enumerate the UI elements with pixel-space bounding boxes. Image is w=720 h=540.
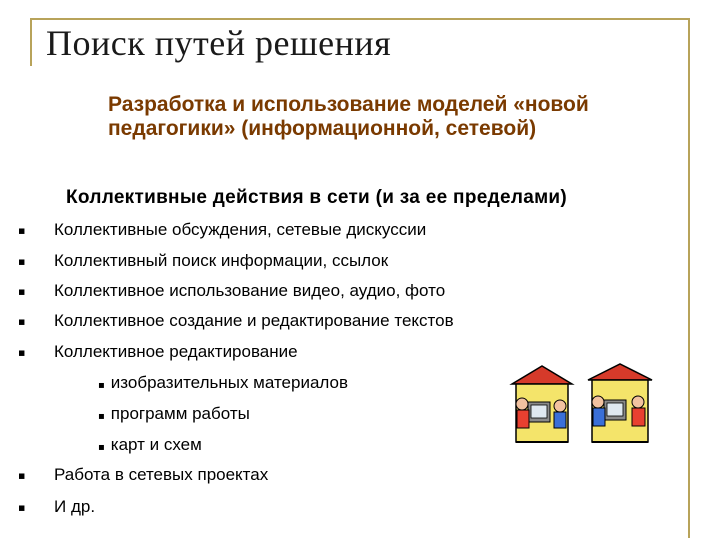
right-house-icon (588, 364, 652, 442)
bullet-icon: ▪ (18, 254, 26, 268)
list-item (18, 342, 298, 362)
bullet-icon: ▪ (18, 345, 26, 359)
sub-list-item (98, 435, 202, 455)
bullet-icon: ▪ (18, 314, 26, 328)
bullet-icon: ▪ (18, 500, 26, 514)
slide-title: Поиск путей решения (46, 23, 392, 63)
list-item-text: Коллективные обсуждения, сетевые дискуссии (54, 220, 427, 239)
list-item (18, 251, 388, 271)
slide-subtitle: Разработка и использование моделей «новой педагогики» (информационной, сетевой) (108, 93, 589, 140)
list-item-text: Работа в сетевых проектах (54, 465, 269, 484)
bullet-icon: ▪ (98, 442, 105, 453)
list-item-text: И др. (54, 497, 96, 516)
left-house-icon (512, 366, 572, 442)
list-item (18, 497, 95, 517)
list-item (18, 281, 445, 301)
people-at-computers-clipart-icon (508, 362, 658, 452)
sub-list-item-text: изобразительных материалов (110, 373, 348, 392)
section-heading: Коллективные действия в сети (и за ее пределами) (66, 187, 568, 208)
sub-list-item-text: карт и схем (110, 435, 202, 454)
bullet-icon: ▪ (98, 380, 105, 391)
list-item-text: Коллективный поиск информации, ссылок (54, 251, 389, 270)
sub-list-item (98, 404, 250, 424)
list-item-text: Коллективное редактирование (54, 342, 298, 361)
bullet-icon: ▪ (18, 284, 26, 298)
bullet-icon: ▪ (18, 468, 26, 482)
frame-top-line (30, 18, 688, 20)
bullet-icon: ▪ (98, 411, 105, 422)
list-item-text: Коллективное создание и редактирование текстов (54, 311, 454, 330)
sub-list-item-text: программ работы (110, 404, 250, 423)
list-item (18, 465, 268, 485)
frame-left-line (30, 18, 32, 66)
sub-list-item (98, 373, 348, 393)
list-item (18, 220, 426, 240)
list-item-text: Коллективное использование видео, аудио, фото (54, 281, 446, 300)
bullet-icon: ▪ (18, 223, 26, 237)
list-item (18, 311, 454, 331)
frame-right-line (688, 18, 690, 538)
